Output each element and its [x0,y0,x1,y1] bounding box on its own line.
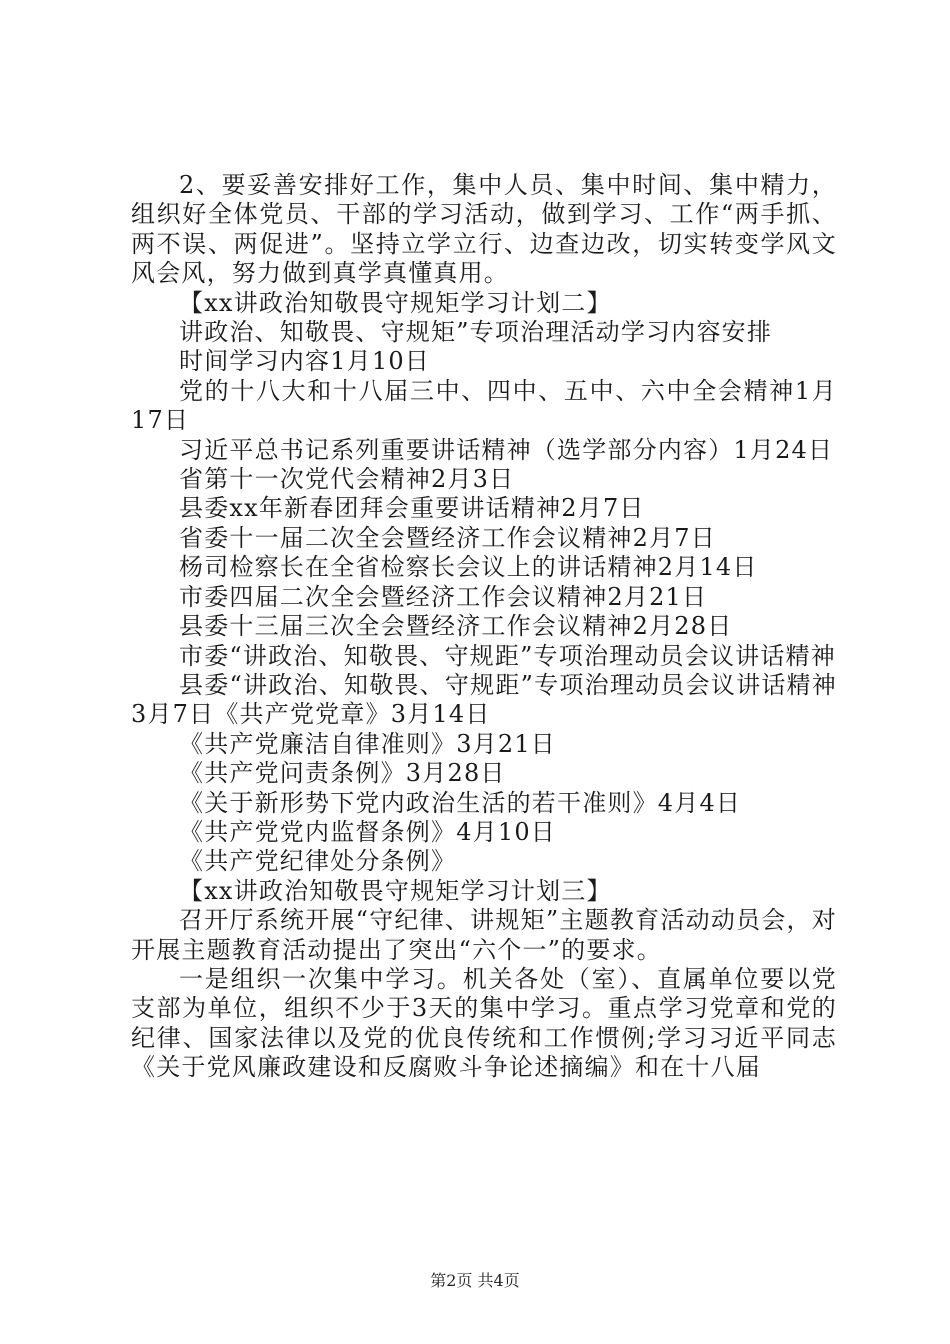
paragraph: 市委四届二次全会暨经济工作会议精神2月21日 [179,582,708,611]
paragraph: 省第十一次党代会精神2月3日 [179,465,515,494]
document-body [131,171,837,1083]
paragraph: 党的十八大和十八届三中、四中、五中、六中全会精神1月17日 [131,376,837,435]
paragraph: 习近平总书记系列重要讲话精神（选学部分内容）1月24日 [179,435,834,464]
paragraph: 杨司检察长在全省检察长会议上的讲话精神2月14日 [179,553,758,582]
paragraph: 市委“讲政治、知敬畏、守规距”专项治理动员会议讲话精神 [179,641,836,670]
paragraph: 《关于新形势下党内政治生活的若干准则》4月4日 [179,788,742,817]
paragraph: 《共产党纪律处分条例》 [179,847,457,876]
paragraph: 时间学习内容1月10日 [179,347,431,376]
paragraph: 县委十三届三次全会暨经济工作会议精神2月28日 [179,612,733,641]
paragraph: 《共产党问责条例》3月28日 [179,759,506,788]
paragraph: 召开厅系统开展“守纪律、讲规矩”主题教育活动动员会，对开展主题教育活动提出了突出“六个一”的要求。 [131,906,837,964]
paragraph: 一是组织一次集中学习。机关各处（室）、直属单位要以党支部为单位，组织不少于3天的集中学习。重点学习党章和党的纪律、国家法律以及党的优良传统和工作惯例;学习习近平同志《关于党风廉政建设和反腐败斗争论述摘编》和在十八届 [131,964,837,1082]
paragraph: 县委xx年新春团拜会重要讲话精神2月7日 [179,494,645,523]
page-footer: 第2页 共4页 [430,1271,520,1290]
paragraph: 《共产党廉洁自律准则》3月21日 [179,729,557,758]
paragraph: 2、要妥善安排好工作，集中人员、集中时间、集中精力，组织好全体党员、干部的学习活动，做到学习、工作“两手抓、两不误、两促进”。坚持立学立行、边查边改，切实转变学风文风会风，努力做到真学真懂真用。 [131,171,837,288]
paragraph: 讲政治、知敬畏、守规矩”专项治理活动学习内容安排 [179,318,773,347]
paragraph: 省委十一届二次全会暨经济工作会议精神2月7日 [179,523,716,552]
paragraph: 《共产党党内监督条例》4月10日 [179,817,557,846]
paragraph: 【xx讲政治知敬畏守规矩学习计划二】 [179,288,612,317]
paragraph: 县委“讲政治、知敬畏、守规距”专项治理动员会议讲话精神3月7日《共产党党章》3月14日 [131,670,837,729]
paragraph: 【xx讲政治知敬畏守规矩学习计划三】 [179,876,612,905]
